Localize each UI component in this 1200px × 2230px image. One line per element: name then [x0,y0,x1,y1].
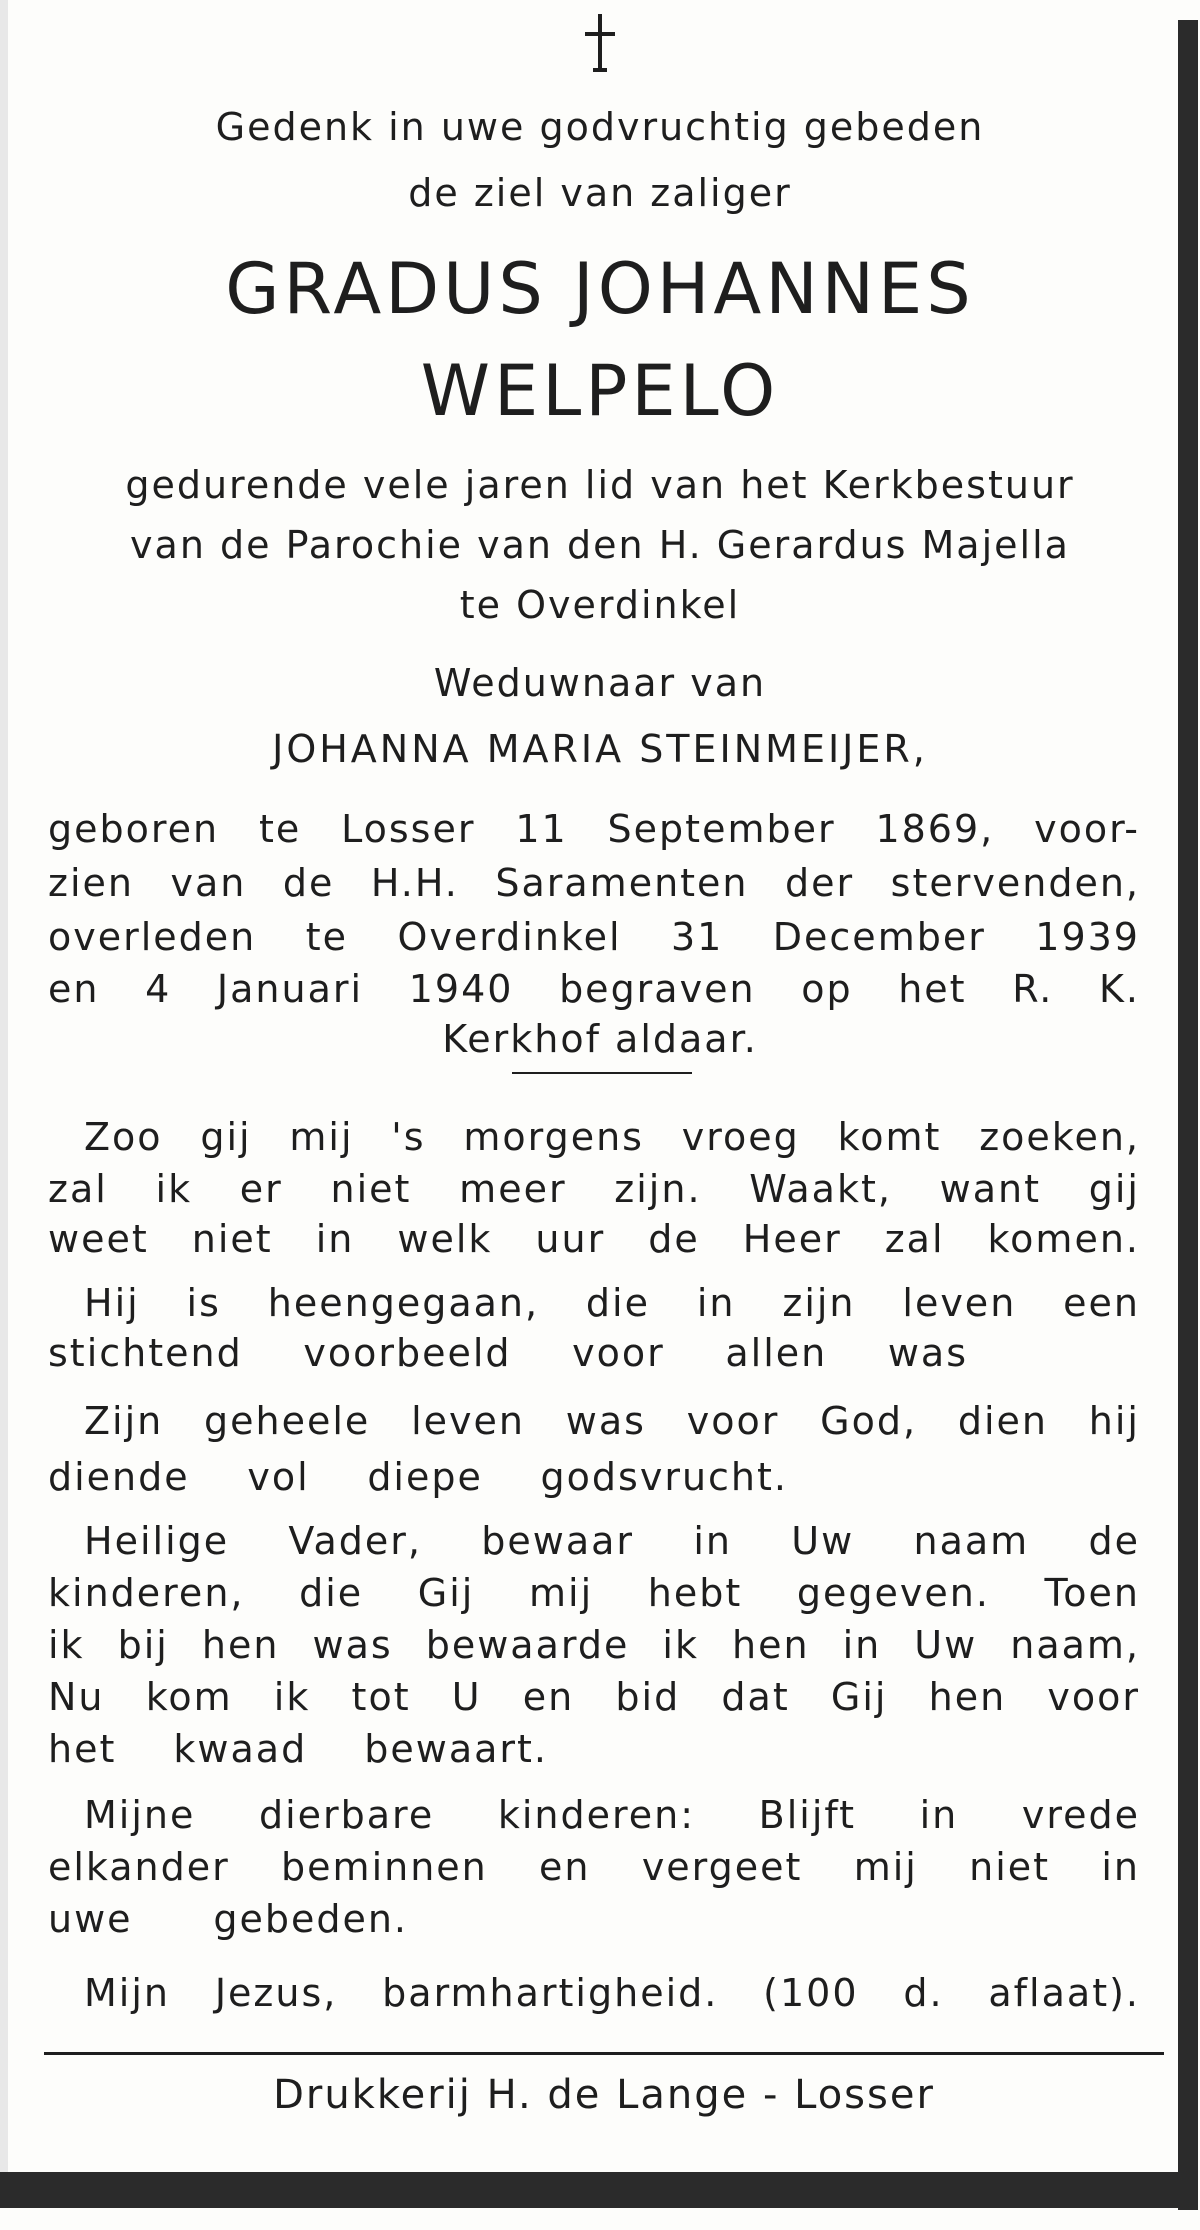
life-line-1: geboren te Losser 11 September 1869, voor- [48,807,1140,851]
intro-line-2: de ziel van zaliger [408,171,792,215]
scan-edge-bottom [0,2172,1198,2208]
life-line-5: Kerkhof aldaar. [442,1017,758,1061]
verse-2-line-1: Hij is heengegaan, die in zijn leven een [84,1281,1140,1325]
verse-1-line-1: Zoo gij mij 's morgens vroeg komt zoeken, [84,1115,1140,1159]
life-line-4: en 4 Januari 1940 begraven op het R. K. [48,967,1140,1011]
scan-edge-left [0,0,8,2172]
verse-3-line-2: diende vol diepe godsvrucht. [48,1455,788,1499]
verse-4-line-4: Nu kom ik tot U en bid dat Gij hen voor [48,1675,1140,1719]
verse-3-line-1: Zijn geheele leven was voor God, dien hij [84,1399,1140,1443]
printer-credit: Drukkerij H. de Lange - Losser [273,2072,935,2118]
cross-icon [583,14,617,74]
verse-5-line-2: elkander beminnen en vergeet mij niet in [48,1845,1140,1889]
verse-4-line-1: Heilige Vader, bewaar in Uw naam de [84,1519,1140,1563]
footer-rule [44,2052,1164,2055]
spouse-label: Weduwnaar van [433,661,767,705]
role-line-2: van de Parochie van den H. Gerardus Majella [130,523,1070,567]
verse-2-line-2: stichtend voorbeeld voor allen was [48,1331,968,1375]
intro-line-1: Gedenk in uwe godvruchtig gebeden [215,105,985,149]
deceased-name-line-1: GRADUS JOHANNES [225,248,975,330]
deceased-name-line-2: WELPELO [420,350,780,432]
verse-5-line-3: uwe gebeden. [48,1897,408,1941]
verse-4-line-3: ik bij hen was bewaarde ik hen in Uw naam, [48,1623,1140,1667]
verse-1-line-3: weet niet in welk uur de Heer zal komen. [48,1217,1140,1261]
spouse-name: JOHANNA MARIA STEINMEIJER, [272,727,928,771]
verse-4-line-5: het kwaad bewaart. [48,1727,548,1771]
role-line-3: te Overdinkel [459,583,741,627]
verse-1-line-2: zal ik er niet meer zijn. Waakt, want gij [48,1167,1140,1211]
indulgence-prayer: Mijn Jezus, barmhartigheid. (100 d. aflaat). [84,1971,1140,2015]
verse-4-line-2: kinderen, die Gij mij hebt gegeven. Toen [48,1571,1140,1615]
role-line-1: gedurende vele jaren lid van het Kerkbestuur [125,463,1075,507]
verse-5-line-1: Mijne dierbare kinderen: Blijft in vrede [84,1793,1140,1837]
life-line-3: overleden te Overdinkel 31 December 1939 [48,915,1140,959]
scan-edge-right [1178,20,1198,2210]
section-divider [512,1072,692,1074]
life-line-2: zien van de H.H. Saramenten der stervenden, [48,861,1140,905]
